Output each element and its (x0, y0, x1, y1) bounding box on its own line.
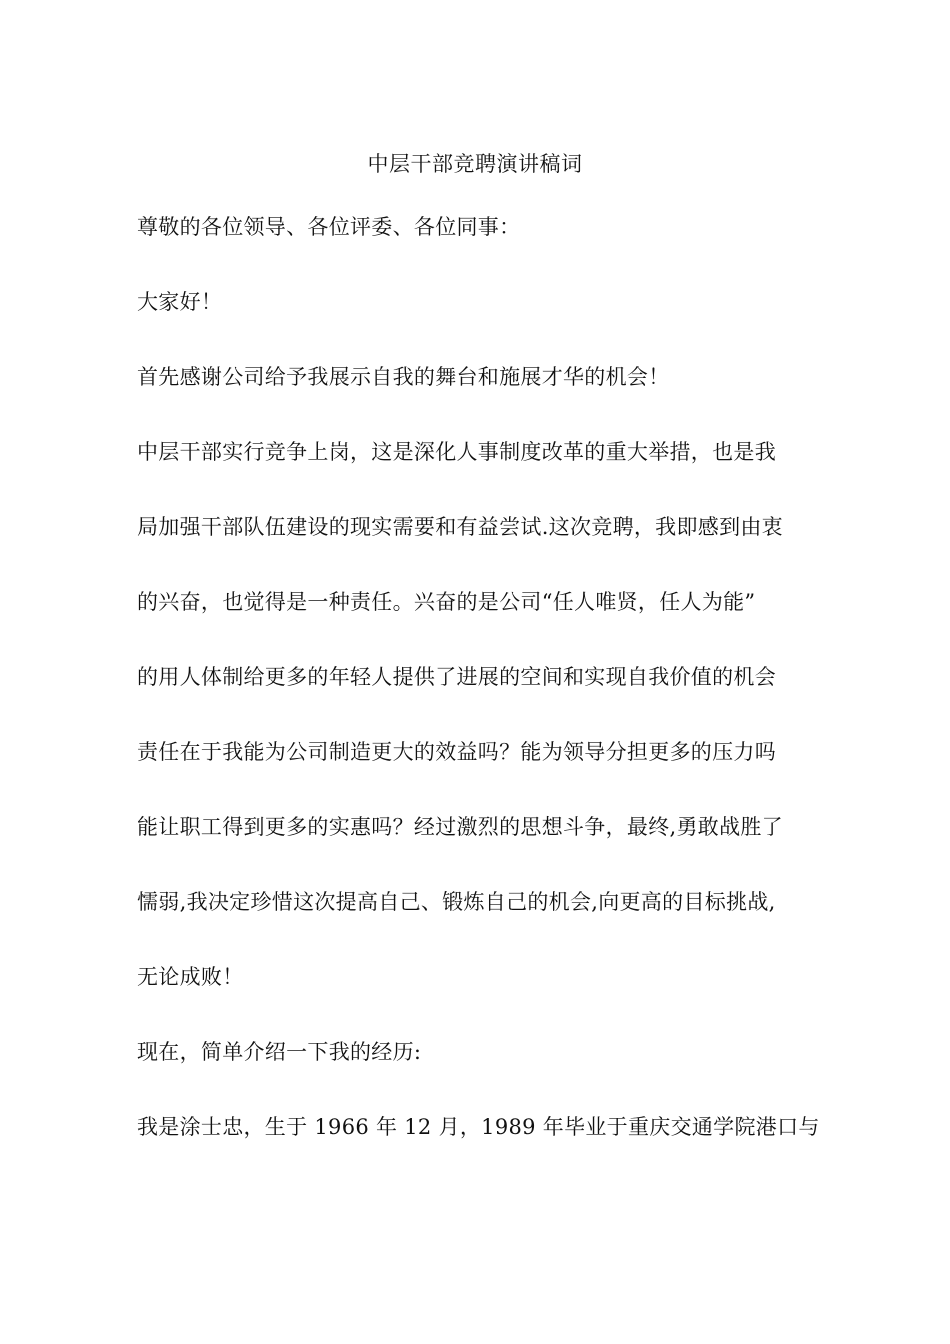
salutation-line: 尊敬的各位领导、各位评委、各位同事： (137, 215, 521, 239)
paragraph-line: 中层干部实行竞争上岗，这是深化人事制度改革的重大举措，也是我 (137, 440, 776, 464)
paragraph-line: 现在，简单介绍一下我的经历: (137, 1040, 422, 1064)
paragraph-line: 局加强干部队伍建设的现实需要和有益尝试.这次竞聘，我即感到由衷 (137, 515, 783, 539)
paragraph-line: 能让职工得到更多的实惠吗？经过激烈的思想斗争，最终,勇敢战胜了 (137, 815, 783, 839)
paragraph-line: 的兴奋，也觉得是一种责任。兴奋的是公司“任人唯贤，任人为能” (137, 590, 756, 614)
paragraph-line: 懦弱,我决定珍惜这次提高自己、锻炼自己的机会,向更高的目标挑战, (137, 890, 776, 914)
paragraph-line: 责任在于我能为公司制造更大的效益吗？能为领导分担更多的压力吗 (137, 740, 776, 764)
document-title: 中层干部竞聘演讲稿词 (367, 152, 583, 176)
paragraph-line: 我是涂士忠，生于 1966 年 12 月，1989 年毕业于重庆交通学院港口与 (137, 1115, 820, 1139)
paragraph-line: 首先感谢公司给予我展示自我的舞台和施展才华的机会！ (137, 365, 670, 389)
paragraph-line: 无论成败！ (137, 965, 244, 989)
greeting-line: 大家好！ (137, 290, 223, 314)
paragraph-line: 的用人体制给更多的年轻人提供了进展的空间和实现自我价值的机会 (137, 665, 776, 689)
